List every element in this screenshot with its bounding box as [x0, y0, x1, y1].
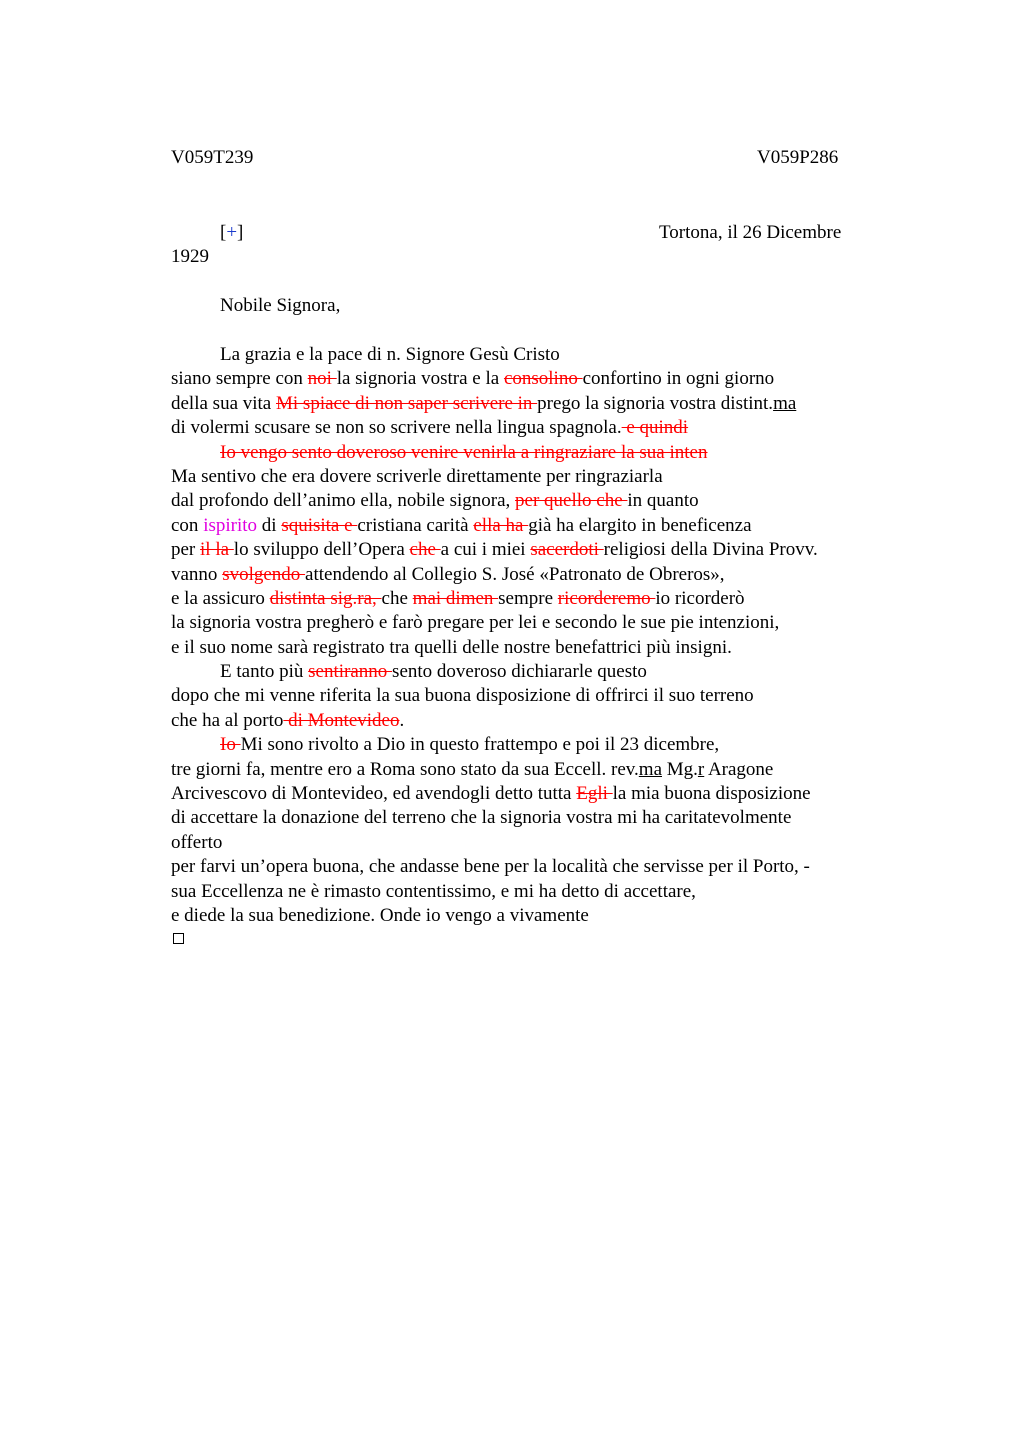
text-segment: Aragone — [704, 758, 774, 780]
deleted-text: Mi spiace di non saper scrivere in — [276, 392, 538, 414]
bracket-open: [ — [220, 222, 227, 243]
text-segment: a cui i miei — [440, 539, 531, 561]
text-line — [171, 611, 891, 635]
deleted-text: e quindi — [621, 417, 689, 439]
deleted-text: Io — [220, 734, 241, 756]
text-line — [171, 782, 891, 806]
deleted-text: consolino — [503, 368, 583, 390]
deleted-text: squisita e — [281, 514, 358, 536]
deleted-text: che — [409, 539, 441, 561]
text-segment: già ha elargito in beneficenza — [528, 514, 752, 536]
text-line — [171, 587, 891, 611]
text-segment: la signoria vostra pregherò e farò pregare per lei e secondo le sue pie intenzioni, — [171, 612, 780, 634]
text-segment: prego la signoria vostra distint. — [537, 392, 774, 414]
deleted-text: il la — [200, 539, 234, 561]
deleted-text: di Montevideo — [283, 709, 400, 731]
text-line — [171, 831, 891, 855]
end-marker-box — [173, 933, 184, 944]
text-segment: siano sempre con — [171, 368, 308, 390]
text-line — [171, 416, 891, 440]
text-segment: tre giorni fa, mentre ero a Roma sono stato da sua Eccell. rev. — [171, 758, 639, 780]
text-segment: io ricorderò — [655, 587, 745, 609]
text-segment: con — [171, 514, 204, 536]
text-segment: di volermi scusare se non so scrivere nella lingua spagnola. — [171, 417, 622, 439]
text-line — [171, 538, 891, 562]
text-segment: E tanto più — [220, 661, 309, 683]
text-line — [171, 441, 891, 465]
text-segment: Ma sentivo che era dovere scriverle direttamente per ringraziarla — [171, 465, 663, 487]
text-line — [171, 465, 891, 489]
text-segment: dopo che mi venne riferita la sua buona disposizione di offrirci il suo terreno — [171, 685, 754, 707]
inserted-text: ispirito — [203, 514, 258, 536]
text-segment: sua Eccellenza ne è rimasto contentissimo, e mi ha detto di accettare, — [171, 880, 696, 902]
text-line — [171, 563, 891, 587]
deleted-text: Egli — [576, 783, 613, 805]
text-line — [171, 733, 891, 757]
editor-note-marker — [220, 221, 243, 245]
deleted-text: Io vengo sento doveroso venire venirla a ringraziare la sua inten — [220, 441, 708, 463]
text-segment: la mia buona disposizione — [612, 783, 811, 805]
deleted-text: ricorderemo — [557, 587, 656, 609]
text-line — [171, 904, 891, 928]
text-segment: vanno — [171, 563, 223, 585]
text-line — [171, 880, 891, 904]
text-segment: in quanto — [627, 490, 699, 512]
text-segment: lo sviluppo dell’Opera — [233, 539, 410, 561]
text-segment: Arcivescovo di Montevideo, ed avendogli detto tutta — [171, 783, 577, 805]
text-segment: offerto — [171, 831, 223, 853]
text-segment: sento doveroso dichiararle questo — [392, 661, 647, 683]
text-line — [171, 489, 891, 513]
text-line — [171, 684, 891, 708]
deleted-text: distinta sig.ra, — [269, 587, 382, 609]
text-segment: della sua vita — [171, 392, 276, 414]
text-line — [171, 758, 891, 782]
text-line — [171, 367, 891, 391]
deleted-text: sentiranno — [308, 661, 393, 683]
deleted-text: svolgendo — [222, 563, 306, 585]
bracket-close: ] — [237, 222, 244, 243]
text-segment: Mi sono rivolto a Dio in questo frattempo e poi il 23 dicembre, — [240, 734, 720, 756]
text-segment: dal profondo dell’animo ella, nobile signora, — [171, 490, 516, 512]
text-segment: . — [399, 709, 405, 731]
text-segment: per farvi un’opera buona, che andasse bene per la località che servisse per il Porto, - — [171, 856, 810, 878]
text-line — [171, 514, 891, 538]
text-segment: religiosi della Divina Provv. — [603, 539, 818, 561]
text-segment: sempre — [498, 587, 558, 609]
text-line — [171, 806, 891, 830]
document-code-right: V059P286 — [757, 147, 839, 168]
text-segment: e la assicuro — [171, 587, 270, 609]
deleted-text: sacerdoti — [530, 539, 604, 561]
abbreviation-superscript: r — [697, 758, 705, 780]
document-code-left: V059T239 — [171, 147, 254, 168]
text-line — [171, 660, 891, 684]
salutation: Nobile Signora, — [220, 295, 341, 316]
text-segment: di accettare la donazione del terreno che la signoria vostra mi ha caritatevolmente — [171, 807, 792, 829]
text-line — [171, 855, 891, 879]
deleted-text: noi — [307, 368, 337, 390]
place-and-date: Tortona, il 26 Dicembre — [659, 222, 842, 243]
text-segment: di — [257, 514, 282, 536]
text-segment: Mg. — [662, 758, 698, 780]
text-line — [171, 392, 891, 416]
date-year: 1929 — [171, 246, 209, 267]
deleted-text: per quello che — [515, 490, 628, 512]
text-segment: la signoria vostra e la — [336, 368, 504, 390]
text-line — [171, 343, 891, 367]
text-segment: e diede la sua benedizione. Onde io vengo a vivamente — [171, 904, 589, 926]
text-segment: e il suo nome sarà registrato tra quelli delle nostre benefattrici più insigni. — [171, 636, 732, 658]
text-segment: che — [381, 587, 413, 609]
expand-note-link[interactable]: + — [226, 222, 238, 243]
deleted-text: mai dimen — [412, 587, 499, 609]
abbreviation-superscript: ma — [638, 758, 663, 780]
text-line — [171, 636, 891, 660]
letter-body — [171, 343, 891, 928]
text-segment: confortino in ogni giorno — [582, 368, 775, 390]
text-segment: che ha al porto — [171, 709, 284, 731]
text-segment: cristiana carità — [357, 514, 474, 536]
text-segment: La grazia e la pace di n. Signore Gesù Cristo — [220, 344, 560, 365]
abbreviation-superscript: ma — [773, 392, 797, 414]
text-segment: attendendo al Collegio S. José «Patronato de Obreros», — [305, 563, 725, 585]
deleted-text: ella ha — [473, 514, 529, 536]
text-segment: per — [171, 539, 201, 561]
text-line — [171, 709, 891, 733]
